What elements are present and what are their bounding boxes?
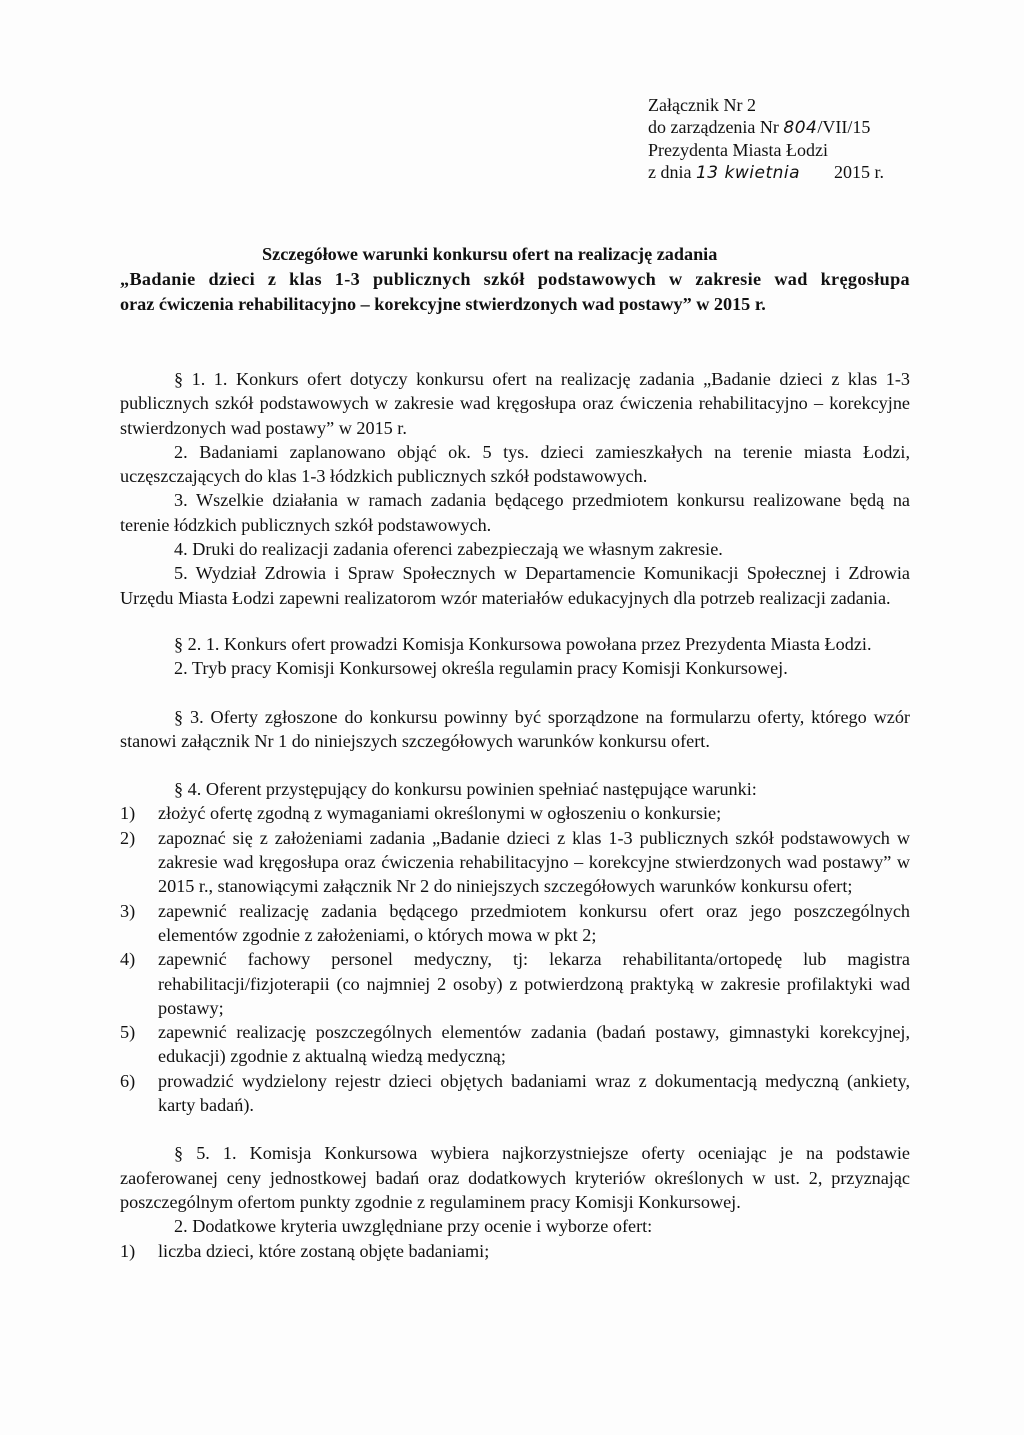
list-item-number: 6): [120, 1070, 136, 1091]
list-item-number: 1): [120, 1240, 136, 1261]
list-item-text: złożyć ofertę zgodną z wymaganiami określonymi w ogłoszeniu o konkursie;: [158, 803, 722, 824]
title-line-1: Szczegółowe warunki konkursu ofert na realizację zadania: [262, 244, 718, 264]
list-item-text: zapewnić realizację zadania będącego przedmiotem konkursu ofert oraz jego poszczególnych elementów zgodnie z założeniami, o których mowa w pkt 2;: [158, 900, 910, 945]
attachment-number: Załącznik Nr 2: [648, 95, 756, 115]
section-4-intro: § 4. Oferent przystępujący do konkursu powinien spełniać następujące warunki:: [174, 779, 757, 800]
section-1-paragraph-4: 4. Druki do realizacji zadania oferenci zabezpieczają we własnym zakresie.: [174, 539, 723, 560]
title-line-2: „Badanie dzieci z klas 1-3 publicznych szkół podstawowych w zakresie wad kręgosłupa: [120, 269, 910, 289]
list-item: [120, 1239, 910, 1263]
ordinance-suffix: /VII/15: [817, 117, 871, 137]
handwritten-date: 13 kwietnia: [695, 163, 801, 183]
list-item-number: 2): [120, 827, 136, 848]
ordinance-prefix: do zarządzenia Nr: [648, 117, 784, 137]
list-item-text: liczba dzieci, które zostaną objęte badaniami;: [158, 1240, 490, 1261]
section-1-paragraph-2: 2. Badaniami zaplanowano objąć ok. 5 tys. dzieci zamieszkałych na terenie miasta Łodzi, uczęszczających do klas 1-3 łódzkich publicznych szkół podstawowych.: [120, 441, 910, 487]
section-2-paragraph-1: § 2. 1. Konkurs ofert prowadzi Komisja Konkursowa powołana przez Prezydenta Miasta Łodzi.: [174, 633, 872, 654]
section-5-paragraph-2: 2. Dodatkowe kryteria uwzględniane przy ocenie i wyborze ofert:: [174, 1216, 653, 1237]
list-item-number: 5): [120, 1022, 136, 1043]
section-2-paragraph-2: 2. Tryb pracy Komisji Konkursowej określa regulamin pracy Komisji Konkursowej.: [174, 658, 788, 679]
list-item: [120, 801, 910, 825]
list-item: [120, 947, 910, 1020]
date-line: [648, 161, 884, 184]
title-line-3: oraz ćwiczenia rehabilitacyjno – korekcyjne stwierdzonych wad postawy” w 2015 r.: [120, 294, 766, 314]
list-item-number: 1): [120, 803, 136, 824]
ordinance-number-line: [648, 116, 884, 139]
issuer-line: Prezydenta Miasta Łodzi: [648, 140, 828, 160]
date-year: 2015 r.: [834, 162, 885, 182]
list-item: [120, 1020, 910, 1069]
list-item-text: prowadzić wydzielony rejestr dzieci objętych badaniami wraz z dokumentacją medyczną (ankiety, karty badań).: [158, 1070, 910, 1116]
list-item-number: 3): [120, 900, 136, 921]
section-1-paragraph-5: 5. Wydział Zdrowia i Spraw Społecznych w Departamencie Komunikacji Społecznej i Zdrowia Urzędu Miasta Łodzi zapewni realizatorom wzór materiałów edukacyjnych dla potrzeb realizacji zadania.: [120, 563, 910, 608]
list-item-text: zapewnić fachowy personel medyczny, tj: lekarza rehabilitanta/ortopedę lub magistra rehabilitacji/fizjoterapii (co najmniej 2 osoby) z potwierdzoną praktyką w zakresie profilaktyki wad postawy;: [158, 949, 910, 1018]
section-5-paragraph-1: § 5. 1. Komisja Konkursowa wybiera najkorzystniejsze oferty oceniając je na podstawie zaoferowanej ceny jednostkowej badań oraz dodatkowych kryteriów określonych w ust. 2, przyznając poszczególnym ofertom punkty zgodnie z regulaminem pracy Komisji Konkursowej.: [120, 1143, 910, 1212]
handwritten-ordinance-number: 804: [783, 118, 818, 138]
section-4-list: [120, 801, 910, 1117]
list-item: [120, 1069, 910, 1118]
list-item-text: zapoznać się z założeniami zadania „Badanie dzieci z klas 1-3 publicznych szkół podstawowych w zakresie wad kręgosłupa oraz ćwiczenia rehabilitacyjno – korekcyjne stwierdzonych wad postawy” w 2015 r., stanowiącymi załącznik Nr 2 do niniejszych szczegółowych warunków konkursu ofert;: [158, 827, 910, 897]
section-1-paragraph-3: 3. Wszelkie działania w ramach zadania będącego przedmiotem konkursu realizowane będą na terenie łódzkich publicznych szkół podstawowych.: [120, 490, 910, 535]
list-item: [120, 826, 910, 899]
attachment-header: [648, 94, 884, 184]
section-1-paragraph-1: § 1. 1. Konkurs ofert dotyczy konkursu ofert na realizację zadania „Badanie dzieci z klas 1-3 publicznych szkół podstawowych w zakresie wad kręgosłupa oraz ćwiczenia rehabilitacyjno – korekcyjne stwierdzonych wad postawy” w 2015 r.: [120, 369, 910, 438]
document-body: [120, 367, 910, 1263]
list-item-text: zapewnić realizację poszczególnych elementów zadania (badań postawy, gimnastyki korekcyjnej, edukacji) zgodnie z aktualną wiedzą medyczną;: [158, 1022, 910, 1067]
document-title: [120, 242, 910, 317]
list-item-number: 4): [120, 949, 136, 970]
date-prefix: z dnia: [648, 162, 696, 182]
section-3-paragraph-1: § 3. Oferty zgłoszone do konkursu powinny być sporządzone na formularzu oferty, którego wzór stanowi załącznik Nr 1 do niniejszych szczegółowych warunków konkursu ofert.: [120, 706, 910, 751]
section-5-list: [120, 1239, 910, 1263]
list-item: [120, 899, 910, 948]
